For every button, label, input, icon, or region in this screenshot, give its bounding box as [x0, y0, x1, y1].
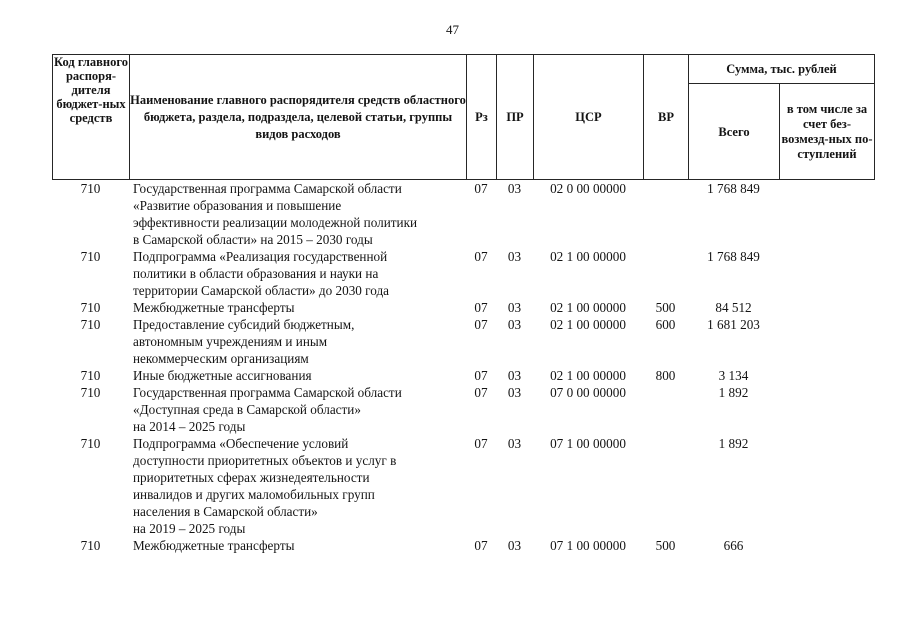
- row-free: [779, 180, 874, 248]
- row-name: Подпрограмма «Реализация государственной политики в области образования и науки на территории Самарской области» до 2030 года: [133, 249, 390, 298]
- row-total: 84 512: [715, 300, 752, 315]
- table-row: [52, 537, 874, 554]
- row-free: [779, 537, 874, 554]
- row-pr: 03: [507, 368, 522, 383]
- row-vr: [643, 248, 688, 299]
- table-row: [52, 435, 874, 537]
- row-code: 710: [80, 249, 101, 264]
- row-rz: 07: [474, 538, 488, 553]
- row-csr: 07 1 00 00000: [550, 436, 626, 451]
- row-rz: 07: [474, 317, 488, 332]
- row-pr: 03: [507, 317, 522, 332]
- header-name: Наименование главного распорядителя средств областного бюджета, раздела, подраздела, целевой статьи, группы видов расходов: [130, 55, 467, 180]
- table-row: [52, 316, 874, 367]
- row-rz: 07: [474, 249, 488, 264]
- table-row: [52, 299, 874, 316]
- page-number: 47: [446, 22, 459, 37]
- row-total: 1 768 849: [707, 181, 760, 196]
- row-pr: 03: [507, 538, 522, 553]
- row-name: Предоставление субсидий бюджетным, автономным учреждениям и иным некоммерческим организациям: [133, 317, 355, 366]
- row-code: 710: [80, 436, 101, 451]
- row-name: Государственная программа Самарской области «Развитие образования и повышение эффективности реализации молодежной политики в Самарской области» на 2015 – 2030 годы: [133, 181, 418, 247]
- header-free: в том числе за счет без-возмезд-ных по-ступлений: [780, 84, 875, 180]
- row-vr: 500: [655, 300, 676, 315]
- row-csr: 02 1 00 00000: [550, 317, 626, 332]
- row-total: 1 892: [718, 436, 749, 451]
- row-csr: 07 0 00 00000: [550, 385, 626, 400]
- row-name: Государственная программа Самарской области «Доступная среда в Самарской области» на 2014 – 2025 годы: [133, 385, 402, 434]
- row-code: 710: [80, 181, 101, 196]
- row-free: [779, 316, 874, 367]
- row-code: 710: [80, 317, 101, 332]
- row-csr: 07 1 00 00000: [550, 538, 626, 553]
- row-code: 710: [80, 368, 101, 383]
- row-free: [779, 435, 874, 537]
- row-name: Подпрограмма «Обеспечение условий доступности приоритетных объектов и услуг в приоритетных сферах жизнедеятельности инвалидов и других маломобильных групп населения в Самарской области» на 2019 – 2025 годы: [133, 436, 397, 536]
- header-code: Код главного распоря-дителя бюджет-ных средств: [53, 55, 130, 180]
- row-total: 666: [723, 538, 744, 553]
- row-vr: 600: [655, 317, 676, 332]
- row-vr: [643, 384, 688, 435]
- table-row: [52, 367, 874, 384]
- row-vr: [643, 435, 688, 537]
- table-row: [52, 248, 874, 299]
- table-row: [52, 180, 874, 248]
- table-row: [52, 384, 874, 435]
- row-csr: 02 1 00 00000: [550, 300, 626, 315]
- header-csr: ЦСР: [534, 55, 644, 180]
- row-free: [779, 248, 874, 299]
- table-header: [52, 54, 875, 180]
- row-total: 1 681 203: [707, 317, 760, 332]
- row-total: 3 134: [718, 368, 749, 383]
- row-free: [779, 384, 874, 435]
- header-total: Всего: [689, 84, 780, 180]
- row-name: Межбюджетные трансферты: [133, 538, 295, 553]
- row-code: 710: [80, 385, 101, 400]
- row-vr: 500: [655, 538, 676, 553]
- budget-table: [52, 180, 874, 554]
- header-rz: Рз: [467, 55, 497, 180]
- row-csr: 02 0 00 00000: [550, 181, 626, 196]
- row-total: 1 768 849: [707, 249, 760, 264]
- row-pr: 03: [507, 249, 522, 264]
- row-free: [779, 299, 874, 316]
- row-pr: 03: [507, 300, 522, 315]
- row-code: 710: [80, 300, 101, 315]
- row-name: Межбюджетные трансферты: [133, 300, 295, 315]
- row-code: 710: [80, 538, 101, 553]
- header-vr: ВР: [644, 55, 689, 180]
- row-rz: 07: [474, 181, 488, 196]
- row-rz: 07: [474, 436, 488, 451]
- row-free: [779, 367, 874, 384]
- row-name: Иные бюджетные ассигнования: [133, 368, 312, 383]
- row-rz: 07: [474, 385, 488, 400]
- row-total: 1 892: [718, 385, 749, 400]
- row-pr: 03: [507, 385, 522, 400]
- header-pr: ПР: [497, 55, 534, 180]
- row-csr: 02 1 00 00000: [550, 249, 626, 264]
- row-rz: 07: [474, 300, 488, 315]
- header-sum: Сумма, тыс. рублей: [689, 55, 875, 84]
- row-pr: 03: [507, 181, 522, 196]
- row-vr: [643, 180, 688, 248]
- row-rz: 07: [474, 368, 488, 383]
- row-csr: 02 1 00 00000: [550, 368, 626, 383]
- row-pr: 03: [507, 436, 522, 451]
- row-vr: 800: [655, 368, 676, 383]
